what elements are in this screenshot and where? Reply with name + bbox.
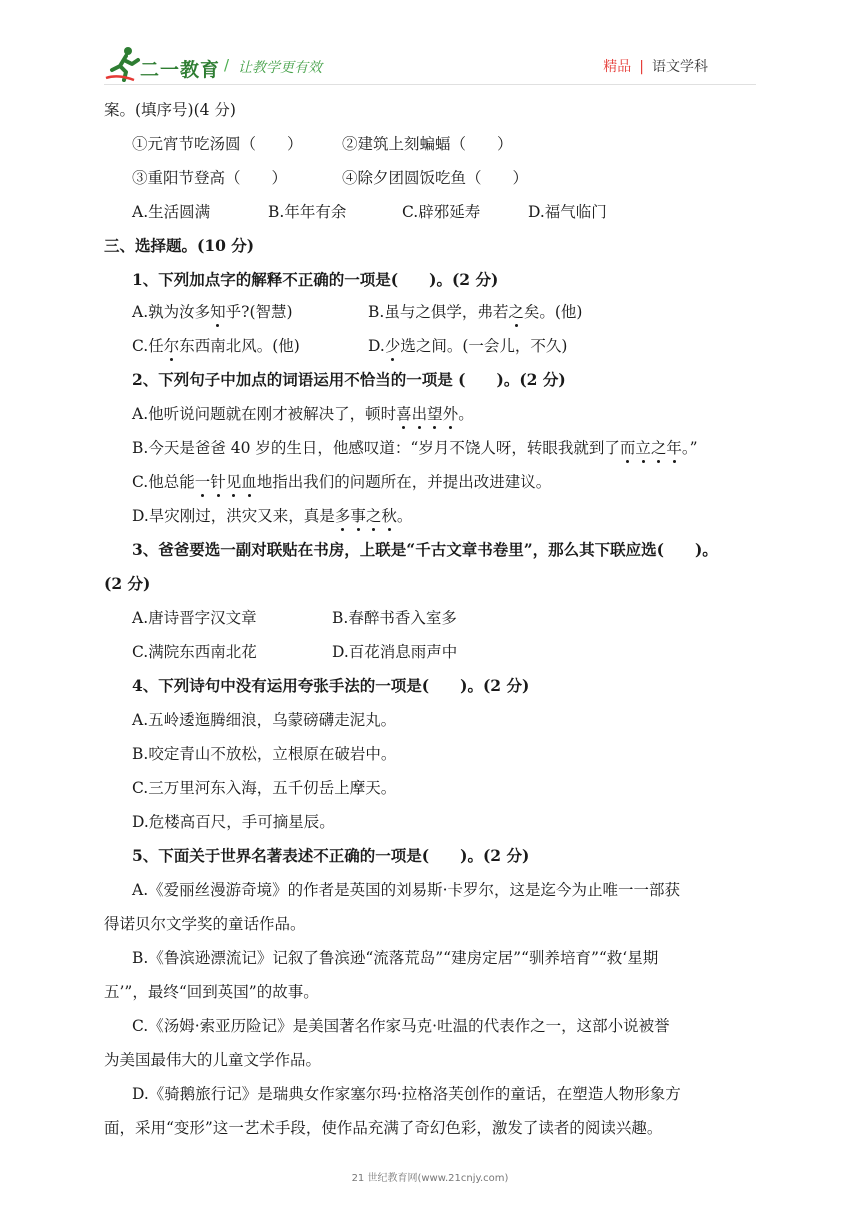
- dotted-char: 针: [210, 473, 226, 491]
- header-separator: /: [224, 56, 230, 74]
- dotted-char: 知: [210, 303, 226, 321]
- dotted-char: 之: [650, 439, 667, 457]
- dotted-char: 少: [384, 337, 401, 355]
- match-item: ④除夕团圆饭吃鱼（ ）: [342, 169, 529, 187]
- question-option: D.旱灾刚过，洪灾又来，真是多事之秋。: [132, 507, 413, 525]
- dotted-char: 喜: [396, 405, 412, 423]
- question-option: D.少选之间。(一会儿，不久): [368, 337, 568, 355]
- question-option: B.《鲁滨逊漂流记》记叙了鲁滨逊“流落荒岛”“建房定居”“驯养培育”“救‘星期: [132, 949, 659, 967]
- question-option: B.春醉书香入室多: [332, 609, 457, 627]
- dotted-char: 外: [442, 405, 459, 423]
- question-option-cont: 面，采用“变形”这一艺术手段，使作品充满了奇幻色彩，激发了读者的阅读兴趣。: [104, 1119, 663, 1137]
- dotted-char: 尔: [163, 337, 180, 355]
- match-option: D.福气临门: [528, 203, 607, 221]
- header-divider: [104, 84, 756, 85]
- dotted-phrase: [335, 507, 397, 525]
- brand-subject-label: 语文学科: [652, 59, 708, 75]
- dotted-char: 之: [365, 507, 382, 525]
- dotted-char: 多: [334, 507, 351, 525]
- dotted-char: 一: [194, 473, 211, 491]
- question-option: D.危楼高百尺，手可摘星辰。: [132, 813, 335, 831]
- brand-quality-label: 精品: [603, 59, 632, 75]
- question-option: C.满院东西南北花: [132, 643, 257, 661]
- match-option: C.辟邪延寿: [402, 203, 481, 221]
- question-stem: 4、下列诗句中没有运用夸张手法的一项是( )。(2 分): [132, 676, 530, 695]
- question-option: C.三万里河东入海，五千仞岳上摩天。: [132, 779, 397, 797]
- question-option: C.《汤姆·索亚历险记》是美国著名作家马克·吐温的代表作之一，这部小说被誉: [132, 1017, 670, 1035]
- question-option: B.今天是爸爸 40 岁的生日，他感叹道：“岁月不饶人呀，转眼我就到了而立之年。”: [132, 439, 698, 457]
- match-item: ②建筑上刻蝙蝠（ ）: [342, 135, 513, 153]
- question-option: A.五岭逶迤腾细浪，乌蒙磅礴走泥丸。: [132, 711, 397, 729]
- dotted-char: 见: [225, 473, 242, 491]
- question-stem: 1、下列加点字的解释不正确的一项是( )。(2 分): [132, 270, 499, 289]
- question-stem: 3、爸爸要选一副对联贴在书房，上联是“千古文章书卷里”，那么其下联应选( )。: [132, 540, 718, 559]
- dotted-char: 秋: [381, 507, 397, 525]
- section-heading: 三、选择题。(10 分): [104, 236, 255, 255]
- page-header: [0, 0, 860, 90]
- question-option: A.他听说问题就在刚才被解决了，顿时喜出望外。: [132, 405, 474, 423]
- dotted-char: 而: [619, 439, 636, 457]
- question-option: B.虽与之俱学，弗若之矣。(他): [368, 303, 583, 321]
- question-option-cont: 得诺贝尔文学奖的童话作品。: [104, 915, 306, 933]
- match-option: B.年年有余: [268, 203, 347, 221]
- question-option: C.任尔东西南北风。(他): [132, 337, 300, 355]
- logo-text: 二一教育: [140, 59, 221, 81]
- dotted-char: 事: [350, 507, 366, 525]
- dotted-phrase: [620, 439, 682, 457]
- question-option: B.咬定青山不放松，立根原在破岩中。: [132, 745, 397, 763]
- dotted-phrase: [195, 473, 257, 491]
- question-stem: 5、下面关于世界名著表述不正确的一项是( )。(2 分): [132, 846, 530, 865]
- dotted-char: 血: [241, 473, 257, 491]
- question-option: A.孰为汝多知乎?(智慧): [132, 303, 293, 321]
- runner-logo-icon: [104, 44, 144, 84]
- page-footer: 21 世纪教育网(www.21cnjy.com): [351, 1173, 509, 1184]
- dotted-char: 望: [427, 405, 443, 423]
- question-stem: 2、下列句子中加点的词语运用不恰当的一项是 ( )。(2 分): [132, 370, 566, 389]
- question-score: (2 分): [104, 574, 151, 593]
- question-option-cont: 五’”，最终“回到英国”的故事。: [104, 983, 319, 1001]
- dotted-char: 之: [508, 303, 524, 321]
- match-item: ③重阳节登高（ ）: [132, 169, 288, 187]
- question-option: A.《爱丽丝漫游奇境》的作者是英国的刘易斯·卡罗尔，这是迄今为止唯一一部获: [132, 881, 681, 899]
- match-item: ①元宵节吃汤圆（ ）: [132, 135, 303, 153]
- brand-divider: |: [639, 59, 644, 75]
- dotted-phrase: [396, 405, 458, 423]
- question-option: C.他总能一针见血地指出我们的问题所在，并提出改进建议。: [132, 473, 552, 491]
- question-option: D.《骑鹅旅行记》是瑞典女作家塞尔玛·拉格洛芙创作的童话，在塑造人物形象方: [132, 1085, 681, 1103]
- slogan: 让教学更有效: [238, 60, 322, 76]
- dotted-char: 年: [666, 439, 682, 457]
- dotted-char: 出: [411, 405, 428, 423]
- text-line: 案。(填序号)(4 分): [104, 101, 236, 119]
- question-option: D.百花消息雨声中: [332, 643, 458, 661]
- match-option: A.生活圆满: [132, 203, 211, 221]
- brand-subject: [603, 56, 708, 76]
- dotted-char: 立: [635, 439, 651, 457]
- question-option-cont: 为美国最伟大的儿童文学作品。: [104, 1051, 322, 1069]
- question-option: A.唐诗晋字汉文章: [132, 609, 257, 627]
